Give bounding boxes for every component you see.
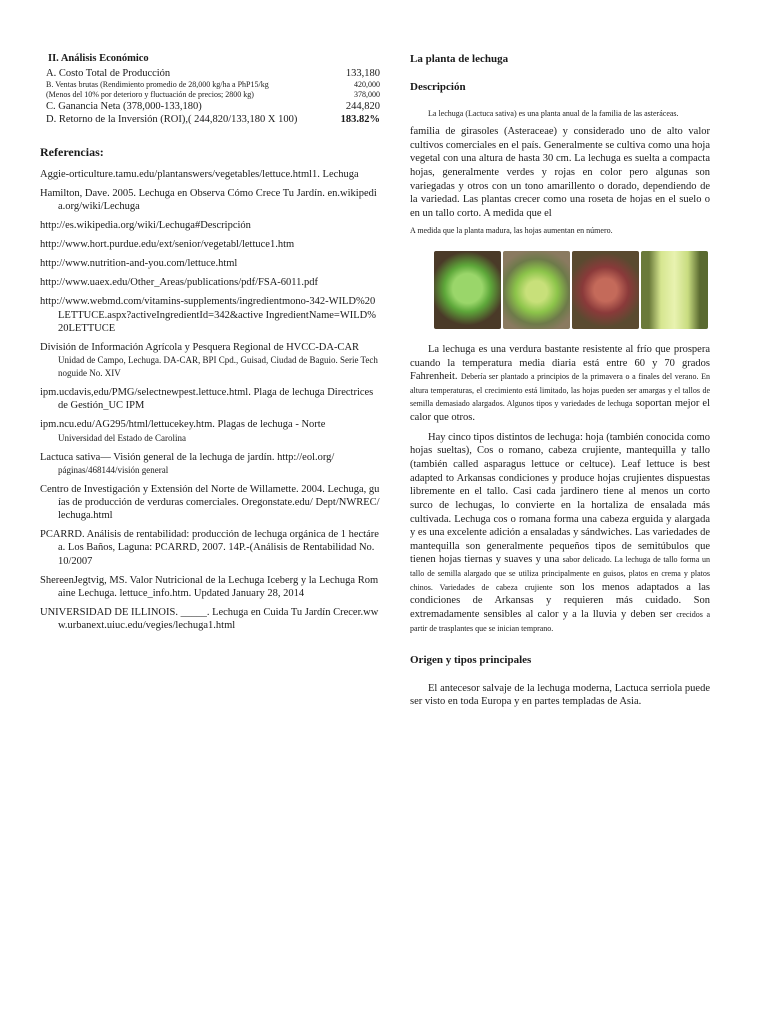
reference-text: UNIVERSIDAD DE ILLINOIS. _____. Lechuga en Cuida Tu Jardín Crecer.www.urbanext.uiuc.edu/vegies/lechuga1.html [40,606,379,631]
paragraph-climate-small: Debería ser plantado a principios de la primavera o a finales del verano. En altura temperaturas, el crecimiento está limitado, las hojas pueden ser amargas y el tallos de semilla demasiado alargados. Algunos tipos y variedades de lechuga [410,372,711,409]
economic-row [46,67,380,80]
reference-item [40,219,380,232]
paragraph-climate-end: soportan mejor el calor que otros. [410,398,711,424]
economic-row-value: 244,820 [345,101,380,113]
description-heading: Descripción [410,81,466,94]
economic-row-label: (Menos del 10% por deterioro y fluctuación de precios; 2800 kg) [46,90,254,100]
paragraph-types-end: son los menos adaptados a las condiciones de Arkansas y requieren más cuidado. Son extremadamente sensibles al calor y a la lluvia y deben ser [410,581,711,621]
paragraph-climate-text: La lechuga es una verdura bastante resistente al frío que prospera cuando la temperatura media diaria está entre 60 y 70 grados Fahrenheit. [410,343,710,383]
reference-item [40,386,380,412]
reference-subtext: Unidad de Campo, Lechuga. DA-CAR, BPI Cpd., Guisad, Ciudad de Baguio. Serie Technoguide No. XIV [58,354,378,378]
reference-text: http://www.webmd.com/vitamins-supplements/ingredientmono-342-WILD%20LETTUCE.aspx?activeIngredientId=342&active IngredientName=WILD%20LETTUCE [40,296,376,334]
origin-heading: Origen y tipos principales [410,654,532,667]
left-column [40,52,380,638]
reference-text: http://es.wikipedia.org/wiki/Lechuga#Descripción [40,219,251,231]
lettuce-photo-green-leaf [434,251,501,329]
reference-item [40,451,380,477]
economic-row-label: D. Retorno de la Inversión (ROI),( 244,820/133,180 X 100) [46,114,298,126]
economic-row-value: 133,180 [345,68,380,80]
reference-subtext: Universidad del Estado de Carolina [58,432,186,443]
reference-text: PCARRD. Análisis de rentabilidad: producción de lechuga orgánica de 1 hectárea. Los Baños, Laguna: PCARRD, 2007. 14P.-(Análisis de Rentabilidad No. 10/2007 [40,529,379,567]
reference-item [40,606,380,632]
reference-subtext: páginas/468144/visión general [58,464,169,475]
references-title: Referencias: [40,144,104,159]
economic-row-label: C. Ganancia Neta (378,000-133,180) [46,101,202,113]
lettuce-photo-strip [434,251,710,329]
economic-row-label: A. Costo Total de Producción [46,68,171,80]
description-tail: A medida que la planta madura, las hojas aumentan en número. [410,226,613,236]
economic-row-value: 420,000 [354,80,380,90]
reference-text: Aggie-orticulture.tamu.edu/plantanswers/vegetables/lettuce.html1. Lechuga [40,168,359,180]
origin-text: El antecesor salvaje de la lechuga moderna, Lactuca serriola puede ser visto en toda Europa y en partes templadas de Asia. [410,682,710,708]
description-body: familia de girasoles (Asteraceae) y considerado uno de alto valor cultivos comerciales en el país. Generalmente se cultiva como una hoja vegetal con una altura de hasta 30 cm. La lechuga es suelta a compacta hojas, generalmente verdes y rojas en color pero algunas son variegadas y otros con un tono amarillento o dorado, dependiendo de la variedad. Las plantas crecer como una roseta de hojas en el suelo o en un tallo corto. A medida que el [410,125,710,219]
reference-text: http://www.nutrition-and-you.com/lettuce.html [40,258,238,270]
economic-row-label: B. Ventas brutas (Rendimiento promedio de 28,000 kg/ha a PhP15/kg [46,80,269,90]
reference-text: ipm.ucdavis,edu/PMG/selectnewpest.lettuce.html. Plaga de lechuga Directrices de Gestión_UC IPM [40,387,374,412]
economic-row-value: 183.82% [340,114,380,126]
economic-analysis-title: II. Análisis Económico [48,53,149,64]
paragraph-types-small: sabor delicado. La lechuga de tallo forma un tallo de semilla alargado que se utiliza principalmente en guisos, platos en crema y platos chinos. Variedades de cabeza crujiente [410,555,711,592]
reference-item [40,574,380,600]
economic-row [46,90,380,100]
lettuce-photo-romaine [641,251,708,329]
economic-row [46,113,380,126]
reference-text: División de Información Agrícola y Pesquera Regional de HVCC-DA-CAR [40,341,360,353]
description-lead: La lechuga (Lactuca sativa) es una planta anual de la familia de las asteráceas. [428,108,679,118]
article-title: La planta de lechuga [410,53,509,65]
paragraph-types [410,431,710,636]
economic-table [40,67,380,126]
right-column [410,52,710,715]
reference-text: ipm.ncu.edu/AG295/html/lettucekey.htm. Plagas de lechuga - Norte [40,419,326,431]
paragraph-types-text: Hay cinco tipos distintos de lechuga: hoja (también conocida como hojas sueltas), Cos o romano, cabeza crujiente, mantequilla y tallo (también called asparagus lettuce or celtuce). Leaf lettuce is best adapted to Arkansas condiciones y produce hojas crujientes dispuestas libremente en el tallo. Casi cada jardinero tiene al menos un corto surco de lechugas, lo convierte en la hortaliza de ensalada más cultivada. Lechuga cos o romana forma una cabeza erguida y alargada y es una excelente adición a ensaladas y sándwiches. Las variedades de mantequilla son generalmente pequeños tipos de semitúbulos que tienen hojas tiernas y suaves y una [410,431,710,566]
reference-item [40,341,380,380]
reference-text: http://www.uaex.edu/Other_Areas/publications/pdf/FSA-6011.pdf [40,277,319,289]
reference-item [40,295,380,334]
reference-item [40,168,380,181]
reference-item [40,276,380,289]
reference-item [40,528,380,567]
paragraph-climate [410,343,710,425]
reference-text: http://www.hort.purdue.edu/ext/senior/vegetabl/lettuce1.htm [40,239,295,250]
reference-text: Hamilton, Dave. 2005. Lechuga en Observa Cómo Crece Tu Jardín. en.wikipedia.org/wiki/Lechuga [40,187,377,212]
reference-text: ShereenJegtvig, MS. Valor Nutricional de la Lechuga Iceberg y la Lechuga Romaine Lechuga. lettuce_info.htm. Updated January 28, 2014 [40,574,379,599]
references-list [40,168,380,633]
reference-item [40,187,380,213]
reference-item [40,418,380,444]
reference-item [40,238,380,251]
economic-row [46,80,380,90]
lettuce-photo-iceberg [503,251,570,329]
reference-text: Lactuca sativa— Visión general de la lechuga de jardín. http://eol.org/ [40,451,335,463]
economic-row-value: 378,000 [354,90,380,100]
reference-text: Centro de Investigación y Extensión del Norte de Willamette. 2004. Lechuga, guías de producción de verduras comerciales. Oregonstate.edu/ Dept/NWREC/lechuga.html [40,483,380,522]
lettuce-photo-red-leaf [572,251,639,329]
economic-row [46,100,380,113]
paragraph-types-tail: crecidos a partir de trasplantes que se inician temprano. [410,610,710,633]
reference-item [40,483,380,522]
reference-item [40,257,380,270]
